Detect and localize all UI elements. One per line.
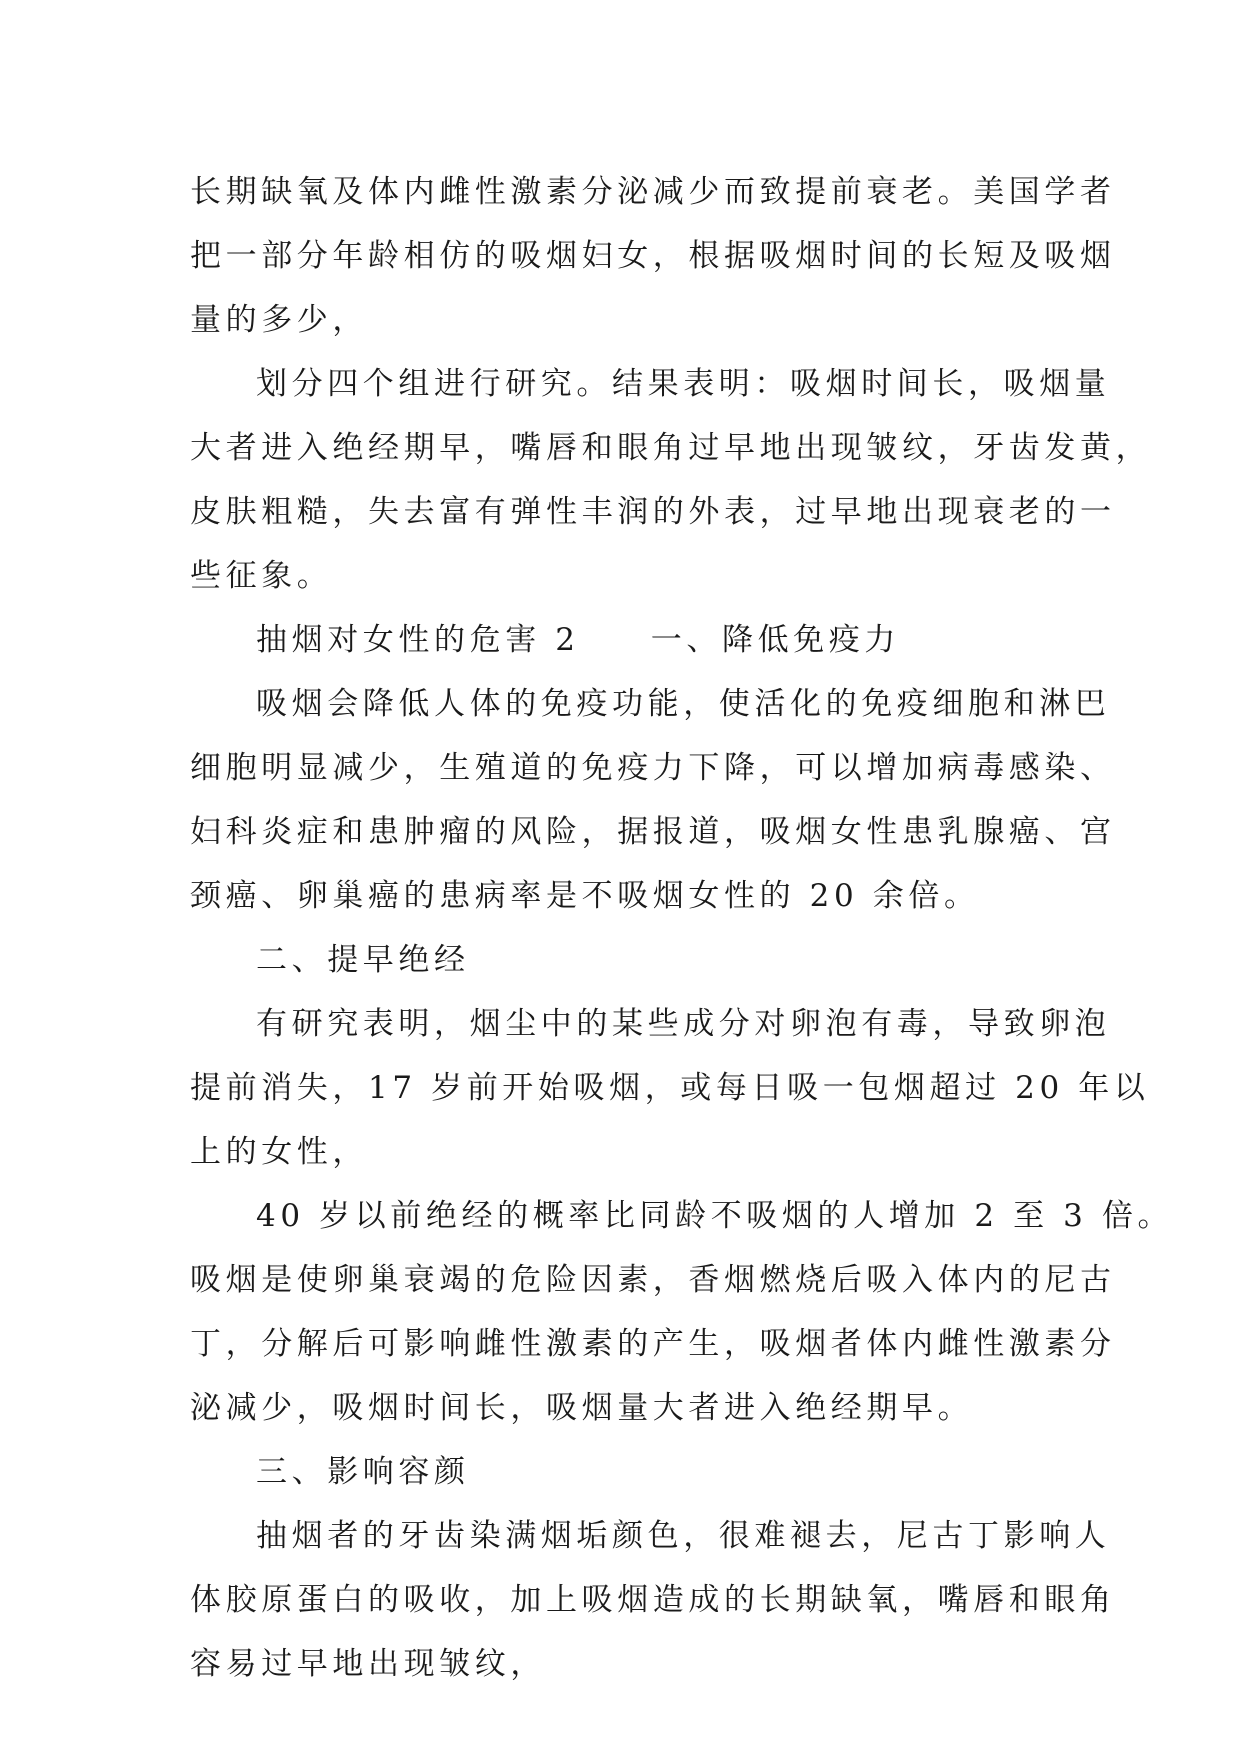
text-line: 泌减少，吸烟时间长，吸烟量大者进入绝经期早。 <box>190 1390 974 1426</box>
section-heading-line: 抽烟对女性的危害 2 一、降低免疫力 <box>256 622 900 658</box>
text-line: 体胶原蛋白的吸收，加上吸烟造成的长期缺氧，嘴唇和眼角 <box>190 1582 1116 1618</box>
text-line: 皮肤粗糙，失去富有弹性丰润的外表，过早地出现衰老的一 <box>190 494 1116 530</box>
text-line: 量的多少， <box>190 302 368 338</box>
text-line: 长期缺氧及体内雌性激素分泌减少而致提前衰老。美国学者 <box>190 174 1116 210</box>
text-line: 大者进入绝经期早，嘴唇和眼角过早地出现皱纹，牙齿发黄， <box>190 430 1152 466</box>
text-line: 吸烟是使卵巢衰竭的危险因素，香烟燃烧后吸入体内的尼古 <box>190 1262 1116 1298</box>
text-line: 把一部分年龄相仿的吸烟妇女，根据吸烟时间的长短及吸烟 <box>190 238 1116 274</box>
text-line: 些征象。 <box>190 558 333 594</box>
paragraph-start-line: 吸烟会降低人体的免疫功能，使活化的免疫细胞和淋巴 <box>256 686 1111 722</box>
text-line: 颈癌、卵巢癌的患病率是不吸烟女性的 20 余倍。 <box>190 878 980 914</box>
paragraph-start-line: 40 岁以前绝经的概率比同龄不吸烟的人增加 2 至 3 倍。 <box>256 1198 1174 1234</box>
text-line: 提前消失，17 岁前开始吸烟，或每日吸一包烟超过 20 年以 <box>190 1070 1150 1106</box>
text-line: 上的女性， <box>190 1134 368 1170</box>
paragraph-start-line: 有研究表明，烟尘中的某些成分对卵泡有毒，导致卵泡 <box>256 1006 1111 1042</box>
paragraph-start-line: 划分四个组进行研究。结果表明：吸烟时间长，吸烟量 <box>256 366 1111 402</box>
text-line: 容易过早地出现皱纹， <box>190 1646 546 1682</box>
section-heading-line: 三、影响容颜 <box>256 1454 470 1490</box>
text-line: 妇科炎症和患肿瘤的风险，据报道，吸烟女性患乳腺癌、宫 <box>190 814 1116 850</box>
text-line: 细胞明显减少，生殖道的免疫力下降，可以增加病毒感染、 <box>190 750 1116 786</box>
section-heading-line: 二、提早绝经 <box>256 942 470 978</box>
text-line: 丁，分解后可影响雌性激素的产生，吸烟者体内雌性激素分 <box>190 1326 1116 1362</box>
paragraph-start-line: 抽烟者的牙齿染满烟垢颜色，很难褪去，尼古丁影响人 <box>256 1518 1111 1554</box>
document-page <box>190 160 1174 1696</box>
